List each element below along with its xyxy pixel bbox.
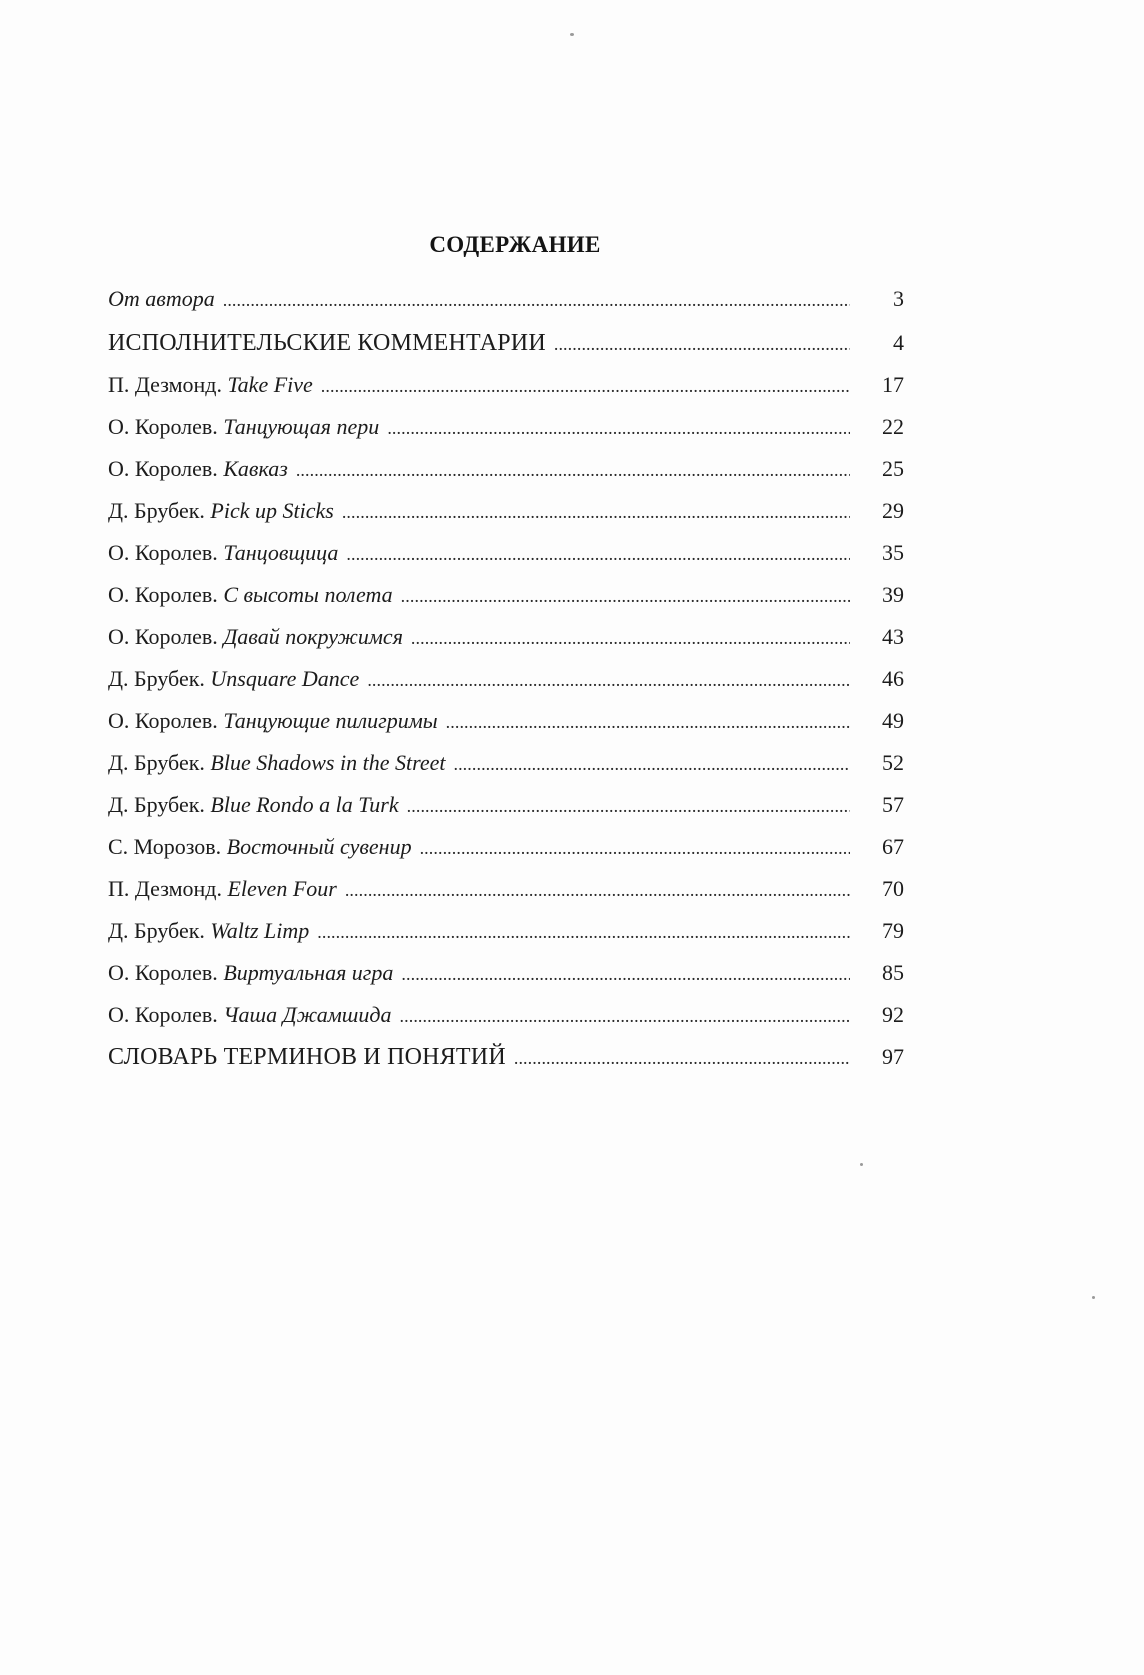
toc-section-title: СЛОВАРЬ ТЕРМИНОВ И ПОНЯТИЙ	[108, 1044, 506, 1070]
toc-page-number: 92	[882, 1002, 904, 1027]
dot-leader	[223, 285, 850, 315]
toc-entry	[108, 1000, 904, 1031]
toc-page-number: 3	[893, 286, 904, 311]
toc-page-number: 22	[882, 414, 904, 439]
toc-piece-title: С высоты полета	[223, 582, 393, 607]
toc-page-number: 39	[882, 582, 904, 607]
toc-piece-title: Танцующая пери	[223, 414, 380, 439]
dot-leader	[342, 497, 850, 527]
toc-author: О. Королев.	[108, 960, 224, 985]
dot-leader	[400, 1001, 850, 1031]
toc-entry	[108, 284, 904, 315]
toc-entry-label	[108, 412, 379, 442]
toc-entry-label	[108, 496, 334, 526]
toc-page-number: 43	[882, 624, 904, 649]
toc-entry-label	[108, 538, 338, 568]
toc-page-number: 35	[882, 540, 904, 565]
toc-entry-label	[108, 284, 215, 314]
toc-entry-label	[108, 454, 288, 484]
toc-author: Д. Брубек.	[108, 792, 211, 817]
toc-piece-title: Pick up Sticks	[210, 498, 334, 523]
toc-piece-title: Восточный сувенир	[226, 834, 412, 859]
dot-leader	[401, 959, 850, 989]
dot-leader	[317, 917, 850, 947]
toc-entry-label	[108, 790, 399, 820]
dot-leader	[420, 833, 850, 863]
toc-author: О. Королев.	[108, 456, 224, 481]
toc-entry-label	[108, 874, 337, 904]
dot-leader	[367, 665, 850, 695]
toc-entry-label	[108, 664, 359, 694]
toc-entry-label	[108, 832, 412, 862]
toc-entry-label	[108, 916, 309, 946]
toc-piece-title: Танцовщица	[223, 540, 339, 565]
toc-piece-title: Кавказ	[223, 456, 288, 481]
print-speck	[570, 33, 574, 36]
toc-piece-title: Take Five	[227, 372, 313, 397]
dot-leader	[346, 539, 850, 569]
toc-author: О. Королев.	[108, 708, 224, 733]
toc-page-number: 67	[882, 834, 904, 859]
toc-author: О. Королев.	[108, 1002, 224, 1027]
toc-page-number: 52	[882, 750, 904, 775]
toc-page-number: 17	[882, 372, 904, 397]
toc-author: О. Королев.	[108, 414, 224, 439]
toc-entry-label	[108, 1000, 392, 1030]
toc-entry-label	[108, 1042, 506, 1072]
toc-author: С. Морозов.	[108, 834, 227, 859]
toc-entry	[108, 580, 904, 611]
toc-entry-label	[108, 958, 393, 988]
toc-piece-title: Unsquare Dance	[210, 666, 360, 691]
toc-entry-label	[108, 370, 313, 400]
dot-leader	[446, 707, 850, 737]
toc-page-number: 85	[882, 960, 904, 985]
toc-author: П. Дезмонд.	[108, 372, 228, 397]
toc-piece-title: Blue Shadows in the Street	[210, 750, 446, 775]
toc-piece-title: Виртуальная игра	[223, 960, 394, 985]
toc-entry	[108, 664, 904, 695]
toc-author: Д. Брубек.	[108, 666, 211, 691]
toc-entry	[108, 706, 904, 737]
toc-entry	[108, 790, 904, 821]
toc-page-number: 4	[893, 330, 904, 355]
toc-entry	[108, 454, 904, 485]
toc-entry	[108, 496, 904, 527]
toc-piece-title: Давай покружимся	[223, 624, 403, 649]
toc-entry	[108, 370, 904, 401]
dot-leader	[387, 413, 850, 443]
toc-entry	[108, 748, 904, 779]
toc-section-title: ИСПОЛНИТЕЛЬСКИЕ КОММЕНТАРИИ	[108, 330, 546, 356]
toc-page-number: 49	[882, 708, 904, 733]
toc-entry	[108, 958, 904, 989]
toc-page-number: 70	[882, 876, 904, 901]
toc-piece-title: Eleven Four	[227, 876, 337, 901]
toc-entry-label	[108, 748, 445, 778]
toc-entry-label	[108, 706, 438, 736]
dot-leader	[345, 875, 850, 905]
toc-author: Д. Брубек.	[108, 918, 211, 943]
toc-page-number: 29	[882, 498, 904, 523]
toc-author: П. Дезмонд.	[108, 876, 228, 901]
toc-entry-label	[108, 580, 393, 610]
toc-author: Д. Брубек.	[108, 498, 211, 523]
dot-leader	[453, 749, 850, 779]
toc-piece-title: Танцующие пилигримы	[223, 708, 438, 733]
toc-author: О. Королев.	[108, 540, 224, 565]
dot-leader	[554, 329, 850, 359]
toc-entry	[108, 874, 904, 905]
dot-leader	[407, 791, 850, 821]
toc-entry	[108, 328, 904, 359]
toc-entry	[108, 916, 904, 947]
print-speck	[860, 1163, 863, 1166]
toc-entry	[108, 412, 904, 443]
toc-page-number: 79	[882, 918, 904, 943]
toc-piece-title: Waltz Limp	[210, 918, 310, 943]
toc-entry-label	[108, 622, 403, 652]
toc-page-number: 25	[882, 456, 904, 481]
print-speck	[1092, 1296, 1095, 1299]
dot-leader	[296, 455, 850, 485]
toc-entry	[108, 622, 904, 653]
toc-page-number: 57	[882, 792, 904, 817]
toc-entry	[108, 538, 904, 569]
dot-leader	[321, 371, 850, 401]
toc-piece-title: Чаша Джамшида	[223, 1002, 392, 1027]
toc-page-number: 46	[882, 666, 904, 691]
dot-leader	[411, 623, 850, 653]
dot-leader	[401, 581, 850, 611]
dot-leader	[514, 1043, 850, 1073]
toc-author: О. Королев.	[108, 624, 224, 649]
toc-entry-label	[108, 328, 546, 358]
toc-page-number: 97	[882, 1044, 904, 1069]
toc-piece-title: От автора	[108, 286, 215, 311]
toc-author: Д. Брубек.	[108, 750, 211, 775]
toc-heading: СОДЕРЖАНИЕ	[429, 232, 601, 257]
toc-entry	[108, 1042, 904, 1073]
toc-author: О. Королев.	[108, 582, 224, 607]
toc-entry	[108, 832, 904, 863]
toc-piece-title: Blue Rondo a la Turk	[210, 792, 399, 817]
